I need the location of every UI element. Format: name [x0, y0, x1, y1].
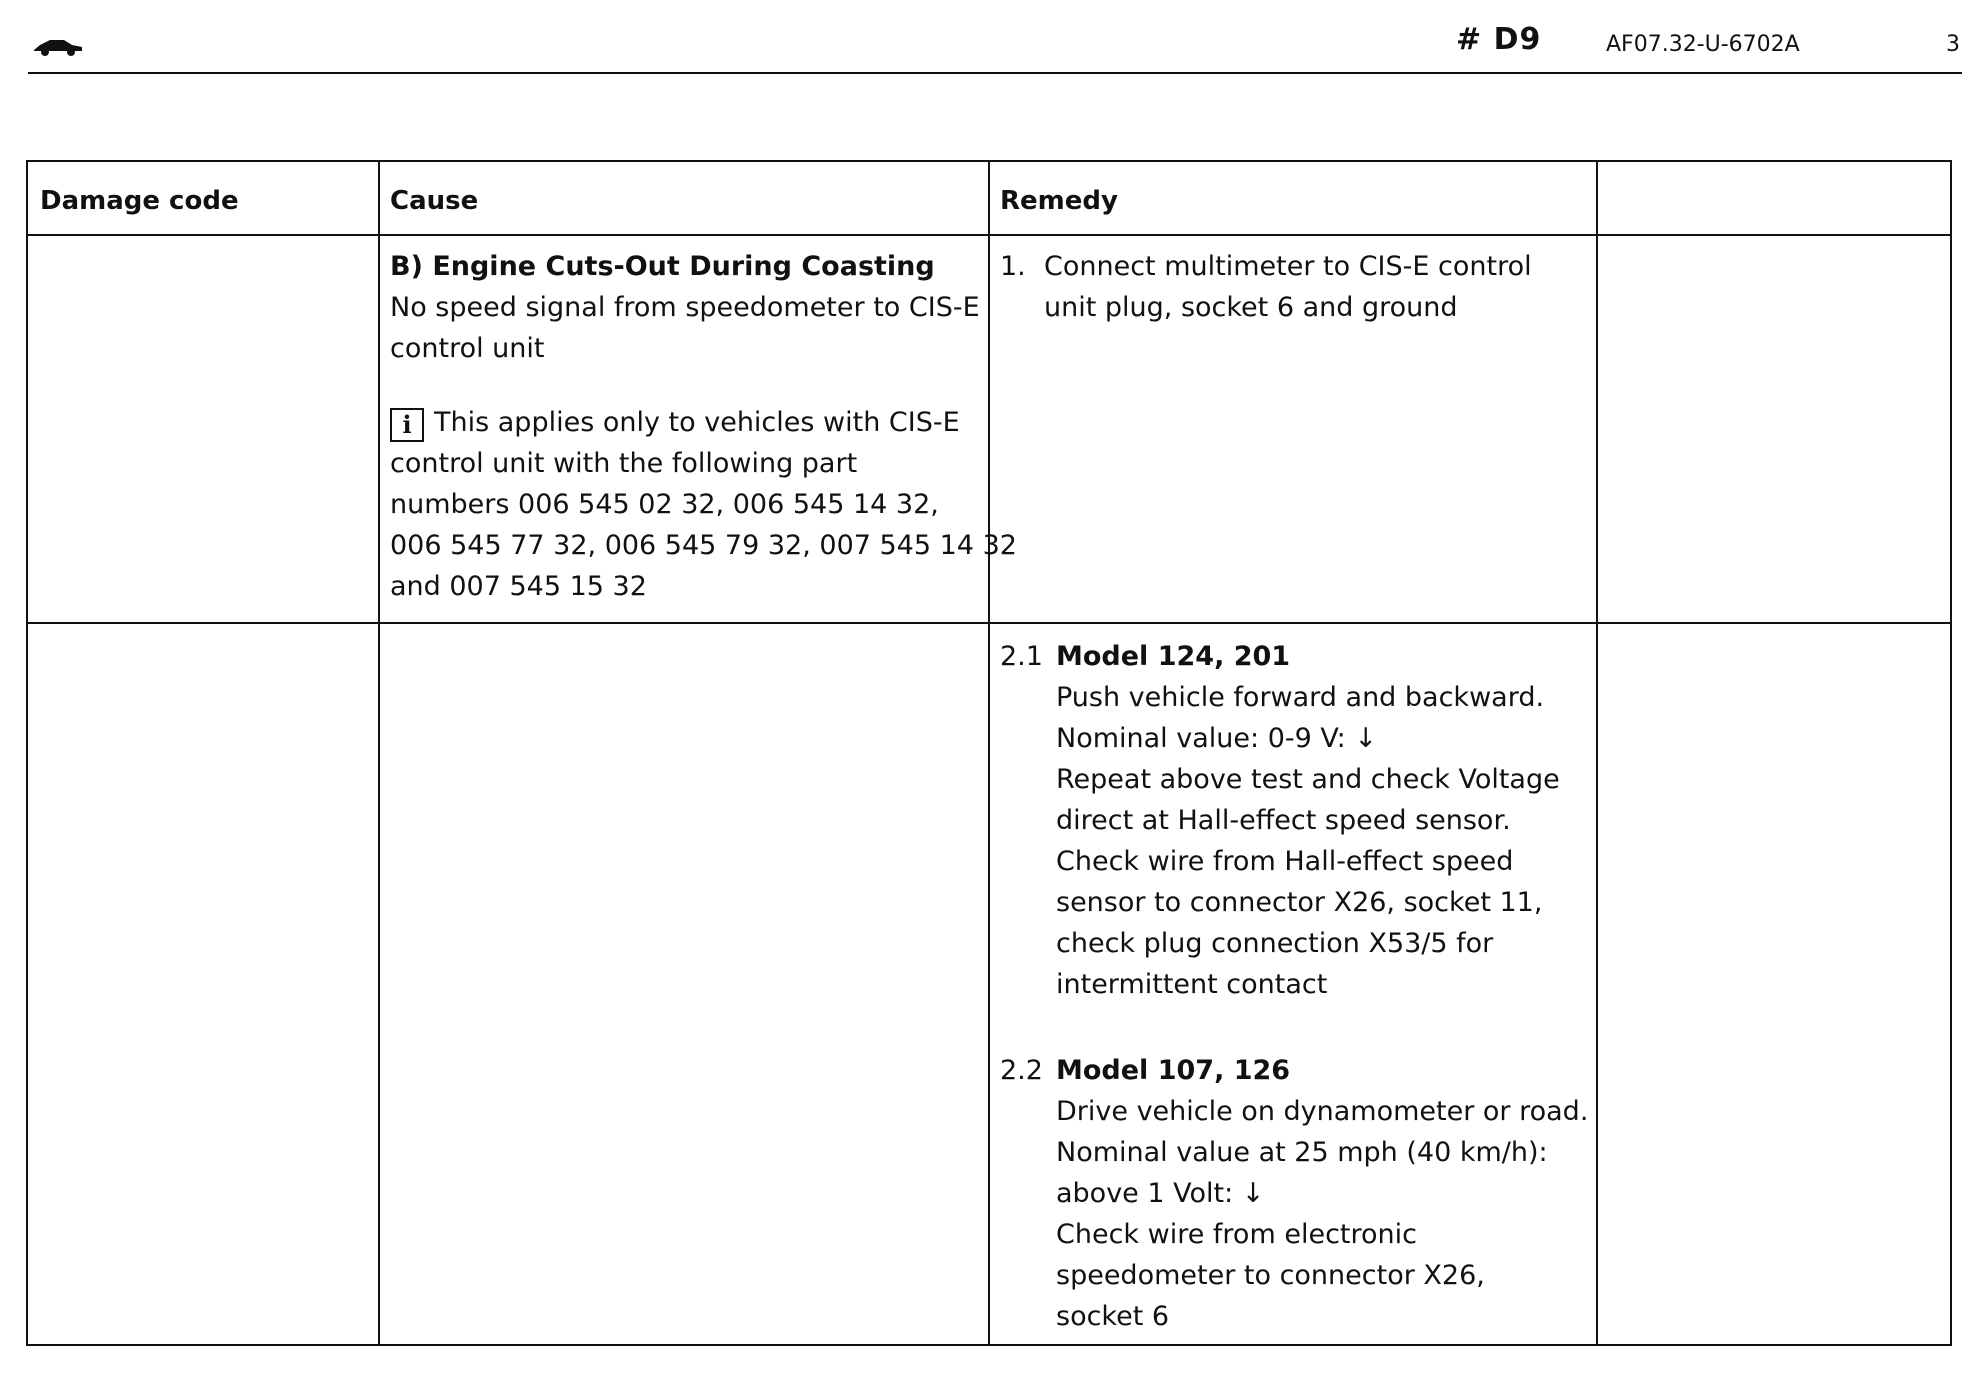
remedy-step-2-1	[1000, 636, 1584, 1016]
note-first-line	[390, 402, 980, 443]
cause-title: B) Engine Cuts-Out During Coasting	[390, 251, 935, 282]
remedy-line: speedometer to connector X26,	[1056, 1260, 1485, 1291]
document-reference: AF07.32-U-6702A	[1606, 32, 1800, 57]
cause-line: control unit	[390, 333, 545, 364]
column-divider	[988, 162, 990, 1344]
car-icon	[32, 34, 84, 58]
cause-note	[390, 402, 1017, 607]
remedy-step-title: Model 124, 201	[1056, 641, 1291, 672]
note-line: numbers 006 545 02 32, 006 545 14 32,	[390, 489, 939, 520]
cause-cell	[390, 246, 980, 369]
remedy-line: Check wire from Hall-effect speed	[1056, 846, 1514, 877]
remedy-line: Nominal value: 0-9 V: ↓	[1056, 723, 1377, 754]
column-header-damage-code: Damage code	[40, 186, 239, 216]
remedy-step-body	[1044, 246, 1532, 328]
cause-line: No speed signal from speedometer to CIS-E	[390, 292, 980, 323]
remedy-line: check plug connection X53/5 for	[1056, 928, 1494, 959]
remedy-step-number: 2.2	[1000, 1055, 1043, 1086]
column-divider	[1596, 162, 1598, 1344]
remedy-line: Connect multimeter to CIS-E control	[1044, 251, 1532, 282]
info-icon: i	[390, 408, 424, 442]
column-divider	[378, 162, 380, 1344]
note-line: 006 545 77 32, 006 545 79 32, 007 545 14 32	[390, 530, 1017, 561]
remedy-step-body	[1056, 636, 1560, 1005]
note-line: This applies only to vehicles with CIS-E	[434, 407, 960, 438]
note-line: and 007 545 15 32	[390, 571, 647, 602]
remedy-step-title: Model 107, 126	[1056, 1055, 1291, 1086]
header-row-divider	[28, 234, 1950, 236]
remedy-line: above 1 Volt: ↓	[1056, 1178, 1265, 1209]
remedy-line: socket 6	[1056, 1301, 1170, 1332]
remedy-line: direct at Hall-effect speed sensor.	[1056, 805, 1511, 836]
remedy-step-body	[1056, 1050, 1588, 1337]
remedy-line: Drive vehicle on dynamometer or road.	[1056, 1096, 1589, 1127]
remedy-line: Check wire from electronic	[1056, 1219, 1417, 1250]
diagnosis-table	[26, 160, 1952, 1346]
document-number: # D9	[1456, 22, 1542, 57]
remedy-line: Nominal value at 25 mph (40 km/h):	[1056, 1137, 1548, 1168]
page-number: 3	[1946, 32, 1960, 57]
remedy-line: Repeat above test and check Voltage	[1056, 764, 1560, 795]
remedy-step-2-2	[1000, 1050, 1589, 1340]
remedy-line: sensor to connector X26, socket 11,	[1056, 887, 1543, 918]
page-header	[28, 18, 1960, 74]
column-header-cause: Cause	[390, 186, 479, 216]
remedy-line: Push vehicle forward and backward.	[1056, 682, 1545, 713]
remedy-line: unit plug, socket 6 and ground	[1044, 292, 1458, 323]
remedy-step-number: 2.1	[1000, 641, 1043, 672]
remedy-step-number: 1.	[1000, 251, 1026, 282]
remedy-step-1	[1000, 246, 1580, 336]
note-line: control unit with the following part	[390, 448, 858, 479]
header-divider	[28, 72, 1962, 74]
row-divider	[28, 622, 1950, 624]
remedy-line: intermittent contact	[1056, 969, 1328, 1000]
column-header-remedy: Remedy	[1000, 186, 1118, 216]
